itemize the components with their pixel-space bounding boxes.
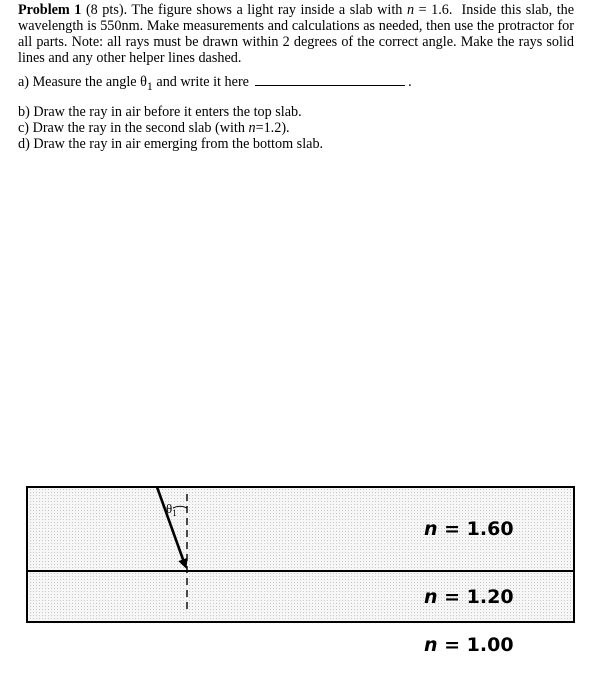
problem-instructions: Inside this slab, the wavelength is 550nm. Make measurements and calculations as needed, then use the protractor for all parts. Note: all rays must be drawn within 2 degrees of the correct angle. Make the rays solid lines and any other helper lines dashed.: [18, 2, 575, 66]
problem-title: Problem 1: [18, 2, 82, 18]
part-a-end: .: [408, 74, 412, 90]
problem-intro: The figure shows a light ray inside a slab with: [131, 2, 403, 18]
label-n-bottom-var: n: [424, 586, 438, 608]
part-a-prefix: a) Measure the angle θ: [18, 74, 147, 90]
part-b: b) Draw the ray in air before it enters the top slab.: [18, 103, 302, 120]
part-d: d) Draw the ray in air emerging from the bottom slab.: [18, 135, 324, 152]
label-n-top-value: = 1.60: [437, 518, 514, 540]
label-n-air: [424, 634, 514, 656]
label-n-air-var: n: [424, 634, 438, 656]
part-a-suffix: and write it here: [152, 74, 249, 90]
label-n-air-value: = 1.00: [437, 634, 514, 656]
label-n-bottom: [424, 586, 514, 608]
part-c-prefix: c) Draw the ray in the second slab (with: [18, 119, 249, 136]
label-n-top-var: n: [424, 518, 438, 540]
angle-label: $\theta_1$: [166, 501, 177, 518]
n-variable: n: [406, 2, 415, 18]
label-n-bottom-value: = 1.20: [437, 586, 514, 608]
n-value: = 1.6.: [414, 2, 453, 18]
problem-points: (8 pts).: [85, 2, 128, 18]
part-c-suffix: =1.2).: [255, 119, 290, 136]
part-a-sub: 1: [146, 78, 153, 93]
label-n-top: [424, 518, 514, 540]
part-c-var: n: [248, 119, 256, 136]
